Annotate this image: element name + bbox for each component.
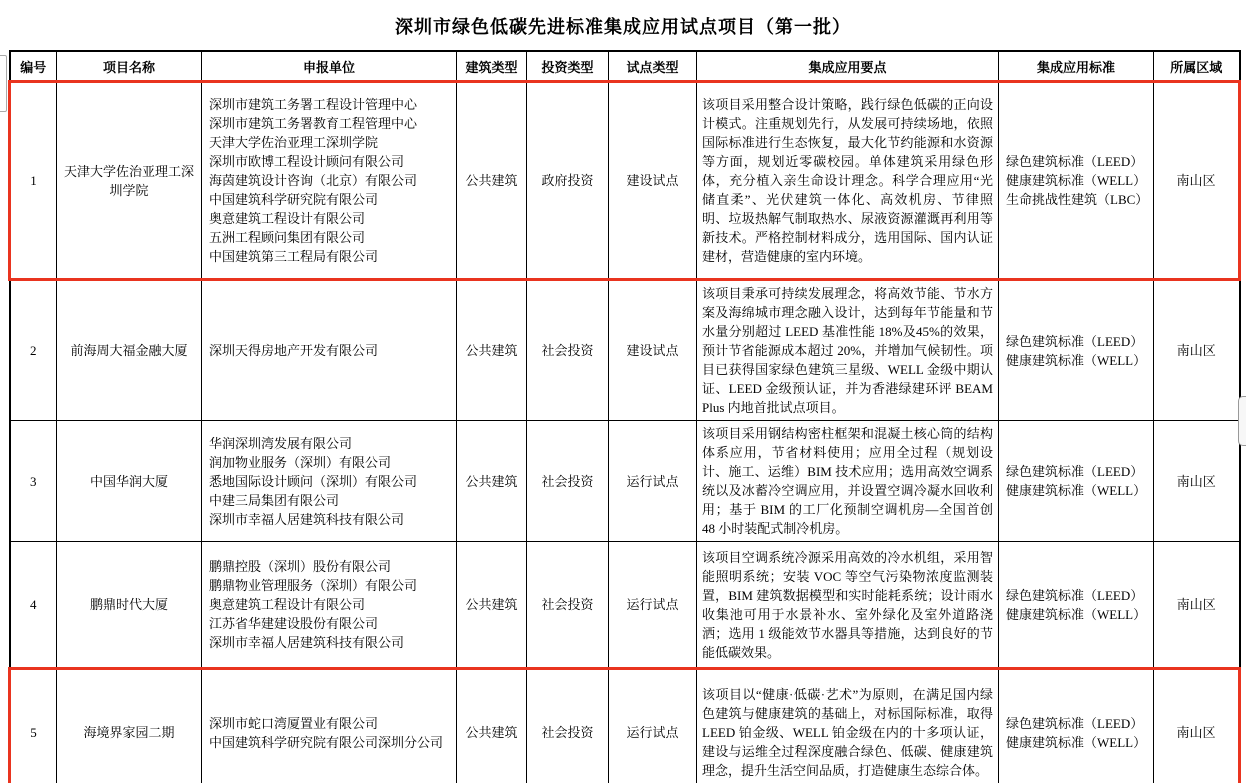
standards-list <box>999 280 1154 421</box>
standards-list-item: 绿色建筑标准（LEED） <box>1006 154 1144 169</box>
header-number: 编号 <box>10 51 57 82</box>
applicant-list-item: 中国建筑科学研究院有限公司 <box>209 192 379 207</box>
table-row <box>10 280 1240 421</box>
applicant-list-item: 华润深圳湾发展有限公司 <box>209 435 353 451</box>
table-row <box>10 421 1240 542</box>
standards-list-item: 绿色建筑标准（LEED） <box>1006 587 1144 603</box>
applicant-list <box>202 542 457 669</box>
applicant-list-item: 深圳市幸福人居建筑科技有限公司 <box>209 635 405 650</box>
applicant-list <box>202 421 457 542</box>
table-row <box>10 669 1240 783</box>
applicant-list-item: 深圳市建筑工务署工程设计管理中心 <box>209 97 418 112</box>
applicant-list-item: 江苏省华建建设股份有限公司 <box>209 616 379 631</box>
header-standards: 集成应用标准 <box>999 51 1154 82</box>
table-body <box>10 82 1240 783</box>
applicant-list-item: 深圳市建筑工务署教育工程管理中心 <box>209 116 418 131</box>
standards-list-item: 生命挑战性建筑（LBC） <box>1006 192 1149 207</box>
region: 南山区 <box>1154 280 1240 421</box>
header-applicants: 申报单位 <box>202 51 457 82</box>
header-key-points: 集成应用要点 <box>697 51 999 82</box>
applicant-list-item: 中国建筑第三工程局有限公司 <box>209 249 379 264</box>
pilot-type: 运行试点 <box>609 542 697 669</box>
project-name: 天津大学佐治亚理工深圳学院 <box>57 82 202 280</box>
building-type: 公共建筑 <box>457 669 527 783</box>
applicant-list-item: 奥意建筑工程设计有限公司 <box>209 211 366 226</box>
region: 南山区 <box>1154 421 1240 542</box>
project-name: 中国华润大厦 <box>57 421 202 542</box>
region: 南山区 <box>1154 669 1240 783</box>
standards-list-item: 健康建筑标准（WELL） <box>1006 483 1147 498</box>
table-row <box>10 82 1240 280</box>
key-points: 该项目采用整合设计策略，践行绿色低碳的正向设计模式。注重规划先行，从发展可持续场地，依照国际标准进行生态恢复，最大化节约能源和水资源等方面，规划近零碳校园。单体建筑采用绿色形体，充分植入亲生命设计理念。科学合理应用“光储直柔”、光伏建筑一体化、高效机房、节律照明、垃圾热解气制取热水、尿液资源灌溉再利用等新技术。严格控制材料成分，选用国际、国内认证建材，营造健康的室内环境。 <box>697 82 999 280</box>
row-number: 4 <box>10 542 57 669</box>
table-header-row <box>10 51 1240 82</box>
applicant-list-item: 五洲工程顾问集团有限公司 <box>209 230 366 245</box>
standards-list-item: 健康建筑标准（WELL） <box>1006 352 1147 368</box>
project-name: 海境界家园二期 <box>57 669 202 783</box>
pilot-projects-table-wrap <box>8 50 1241 783</box>
standards-list-item: 绿色建筑标准（LEED） <box>1006 464 1144 479</box>
applicant-list-item: 深圳市幸福人居建筑科技有限公司 <box>209 511 405 527</box>
applicant-list-item: 奥意建筑工程设计有限公司 <box>209 597 366 612</box>
table-row <box>10 542 1240 669</box>
left-edge-widget-fragment <box>0 55 7 112</box>
header-pilot-type: 试点类型 <box>609 51 697 82</box>
region: 南山区 <box>1154 82 1240 280</box>
pilot-projects-table <box>8 50 1241 783</box>
investment-type: 社会投资 <box>527 542 609 669</box>
applicant-list-item: 鹏鼎物业管理服务（深圳）有限公司 <box>209 578 418 593</box>
applicant-list-item: 深圳市蛇口湾厦置业有限公司 <box>209 715 379 731</box>
standards-list-item: 健康建筑标准（WELL） <box>1006 734 1147 750</box>
building-type: 公共建筑 <box>457 421 527 542</box>
project-name: 前海周大福金融大厦 <box>57 280 202 421</box>
standards-list <box>999 669 1154 783</box>
header-investment-type: 投资类型 <box>527 51 609 82</box>
key-points: 该项目空调系统冷源采用高效的冷水机组，采用智能照明系统；安装 VOC 等空气污染物浓度监测装置，BIM 建筑数据模型和实时能耗系统；设计雨水收集池可用于水景补水、室外绿化及室外道路浇洒；选用 1 级能效节水器具等措施，达到良好的节能低碳效果。 <box>697 542 999 669</box>
key-points: 该项目秉承可持续发展理念，将高效节能、节水方案及海绵城市理念融入设计，达到每年节能量和节水量分别超过 LEED 基准性能 18%及45%的效果，预计节省能源成本超过 20%，并增加气候韧性。项目已获得国家绿色建筑三星级、WELL 金级中期认证、LEED 金级预认证，并为香港绿建环评 BEAM Plus 内地首批试点项目。 <box>697 280 999 421</box>
standards-list <box>999 82 1154 280</box>
applicant-list-item: 海茵建筑设计咨询（北京）有限公司 <box>209 173 418 188</box>
header-building-type: 建筑类型 <box>457 51 527 82</box>
page-title: 深圳市绿色低碳先进标准集成应用试点项目（第一批） <box>395 17 851 37</box>
right-edge-widget-fragment <box>1238 396 1246 446</box>
applicant-list <box>202 280 457 421</box>
project-name: 鹏鼎时代大厦 <box>57 542 202 669</box>
row-number: 2 <box>10 280 57 421</box>
applicant-list-item: 天津大学佐治亚理工深圳学院 <box>209 135 379 150</box>
applicant-list-item: 鹏鼎控股（深圳）股份有限公司 <box>209 559 392 574</box>
key-points: 该项目采用钢结构密柱框架和混凝土核心筒的结构体系应用，节省材料使用；应用全过程（规划设计、施工、运维）BIM 技术应用；选用高效空调系统以及冰蓄冷空调应用，并设置空调冷凝水回收利用；基于 BIM 的工厂化预制空调机房—全国首创 48 小时装配式制冷机房。 <box>697 421 999 542</box>
applicant-list <box>202 669 457 783</box>
applicant-list-item: 中国建筑科学研究院有限公司深圳分公司 <box>209 734 444 750</box>
investment-type: 社会投资 <box>527 669 609 783</box>
row-number: 1 <box>10 82 57 280</box>
applicant-list-item: 润加物业服务（深圳）有限公司 <box>209 454 392 470</box>
pilot-type: 建设试点 <box>609 82 697 280</box>
region: 南山区 <box>1154 542 1240 669</box>
applicant-list-item: 深圳市欧博工程设计顾问有限公司 <box>209 154 405 169</box>
row-number: 5 <box>10 669 57 783</box>
pilot-type: 运行试点 <box>609 421 697 542</box>
investment-type: 社会投资 <box>527 421 609 542</box>
applicant-list-item: 深圳天得房地产开发有限公司 <box>209 343 379 358</box>
standards-list <box>999 542 1154 669</box>
header-region: 所属区域 <box>1154 51 1240 82</box>
standards-list-item: 绿色建筑标准（LEED） <box>1006 333 1144 349</box>
applicant-list-item: 中建三局集团有限公司 <box>209 492 340 508</box>
standards-list-item: 健康建筑标准（WELL） <box>1006 173 1147 188</box>
applicant-list-item: 悉地国际设计顾问（深圳）有限公司 <box>209 473 418 489</box>
standards-list-item: 健康建筑标准（WELL） <box>1006 606 1147 622</box>
pilot-type: 运行试点 <box>609 669 697 783</box>
investment-type: 社会投资 <box>527 280 609 421</box>
applicant-list <box>202 82 457 280</box>
pilot-type: 建设试点 <box>609 280 697 421</box>
building-type: 公共建筑 <box>457 542 527 669</box>
building-type: 公共建筑 <box>457 82 527 280</box>
building-type: 公共建筑 <box>457 280 527 421</box>
standards-list-item: 绿色建筑标准（LEED） <box>1006 715 1144 731</box>
header-project-name: 项目名称 <box>57 51 202 82</box>
row-number: 3 <box>10 421 57 542</box>
key-points: 该项目以“健康·低碳·艺术”为原则，在满足国内绿色建筑与健康建筑的基础上，对标国际标准，取得 LEED 铂金级、WELL 铂金级在内的十多项认证，建设与运维全过程深度融合绿色、低碳、健康建筑理念，提升生活空间品质，打造健康生态综合体。 <box>697 669 999 783</box>
standards-list <box>999 421 1154 542</box>
investment-type: 政府投资 <box>527 82 609 280</box>
